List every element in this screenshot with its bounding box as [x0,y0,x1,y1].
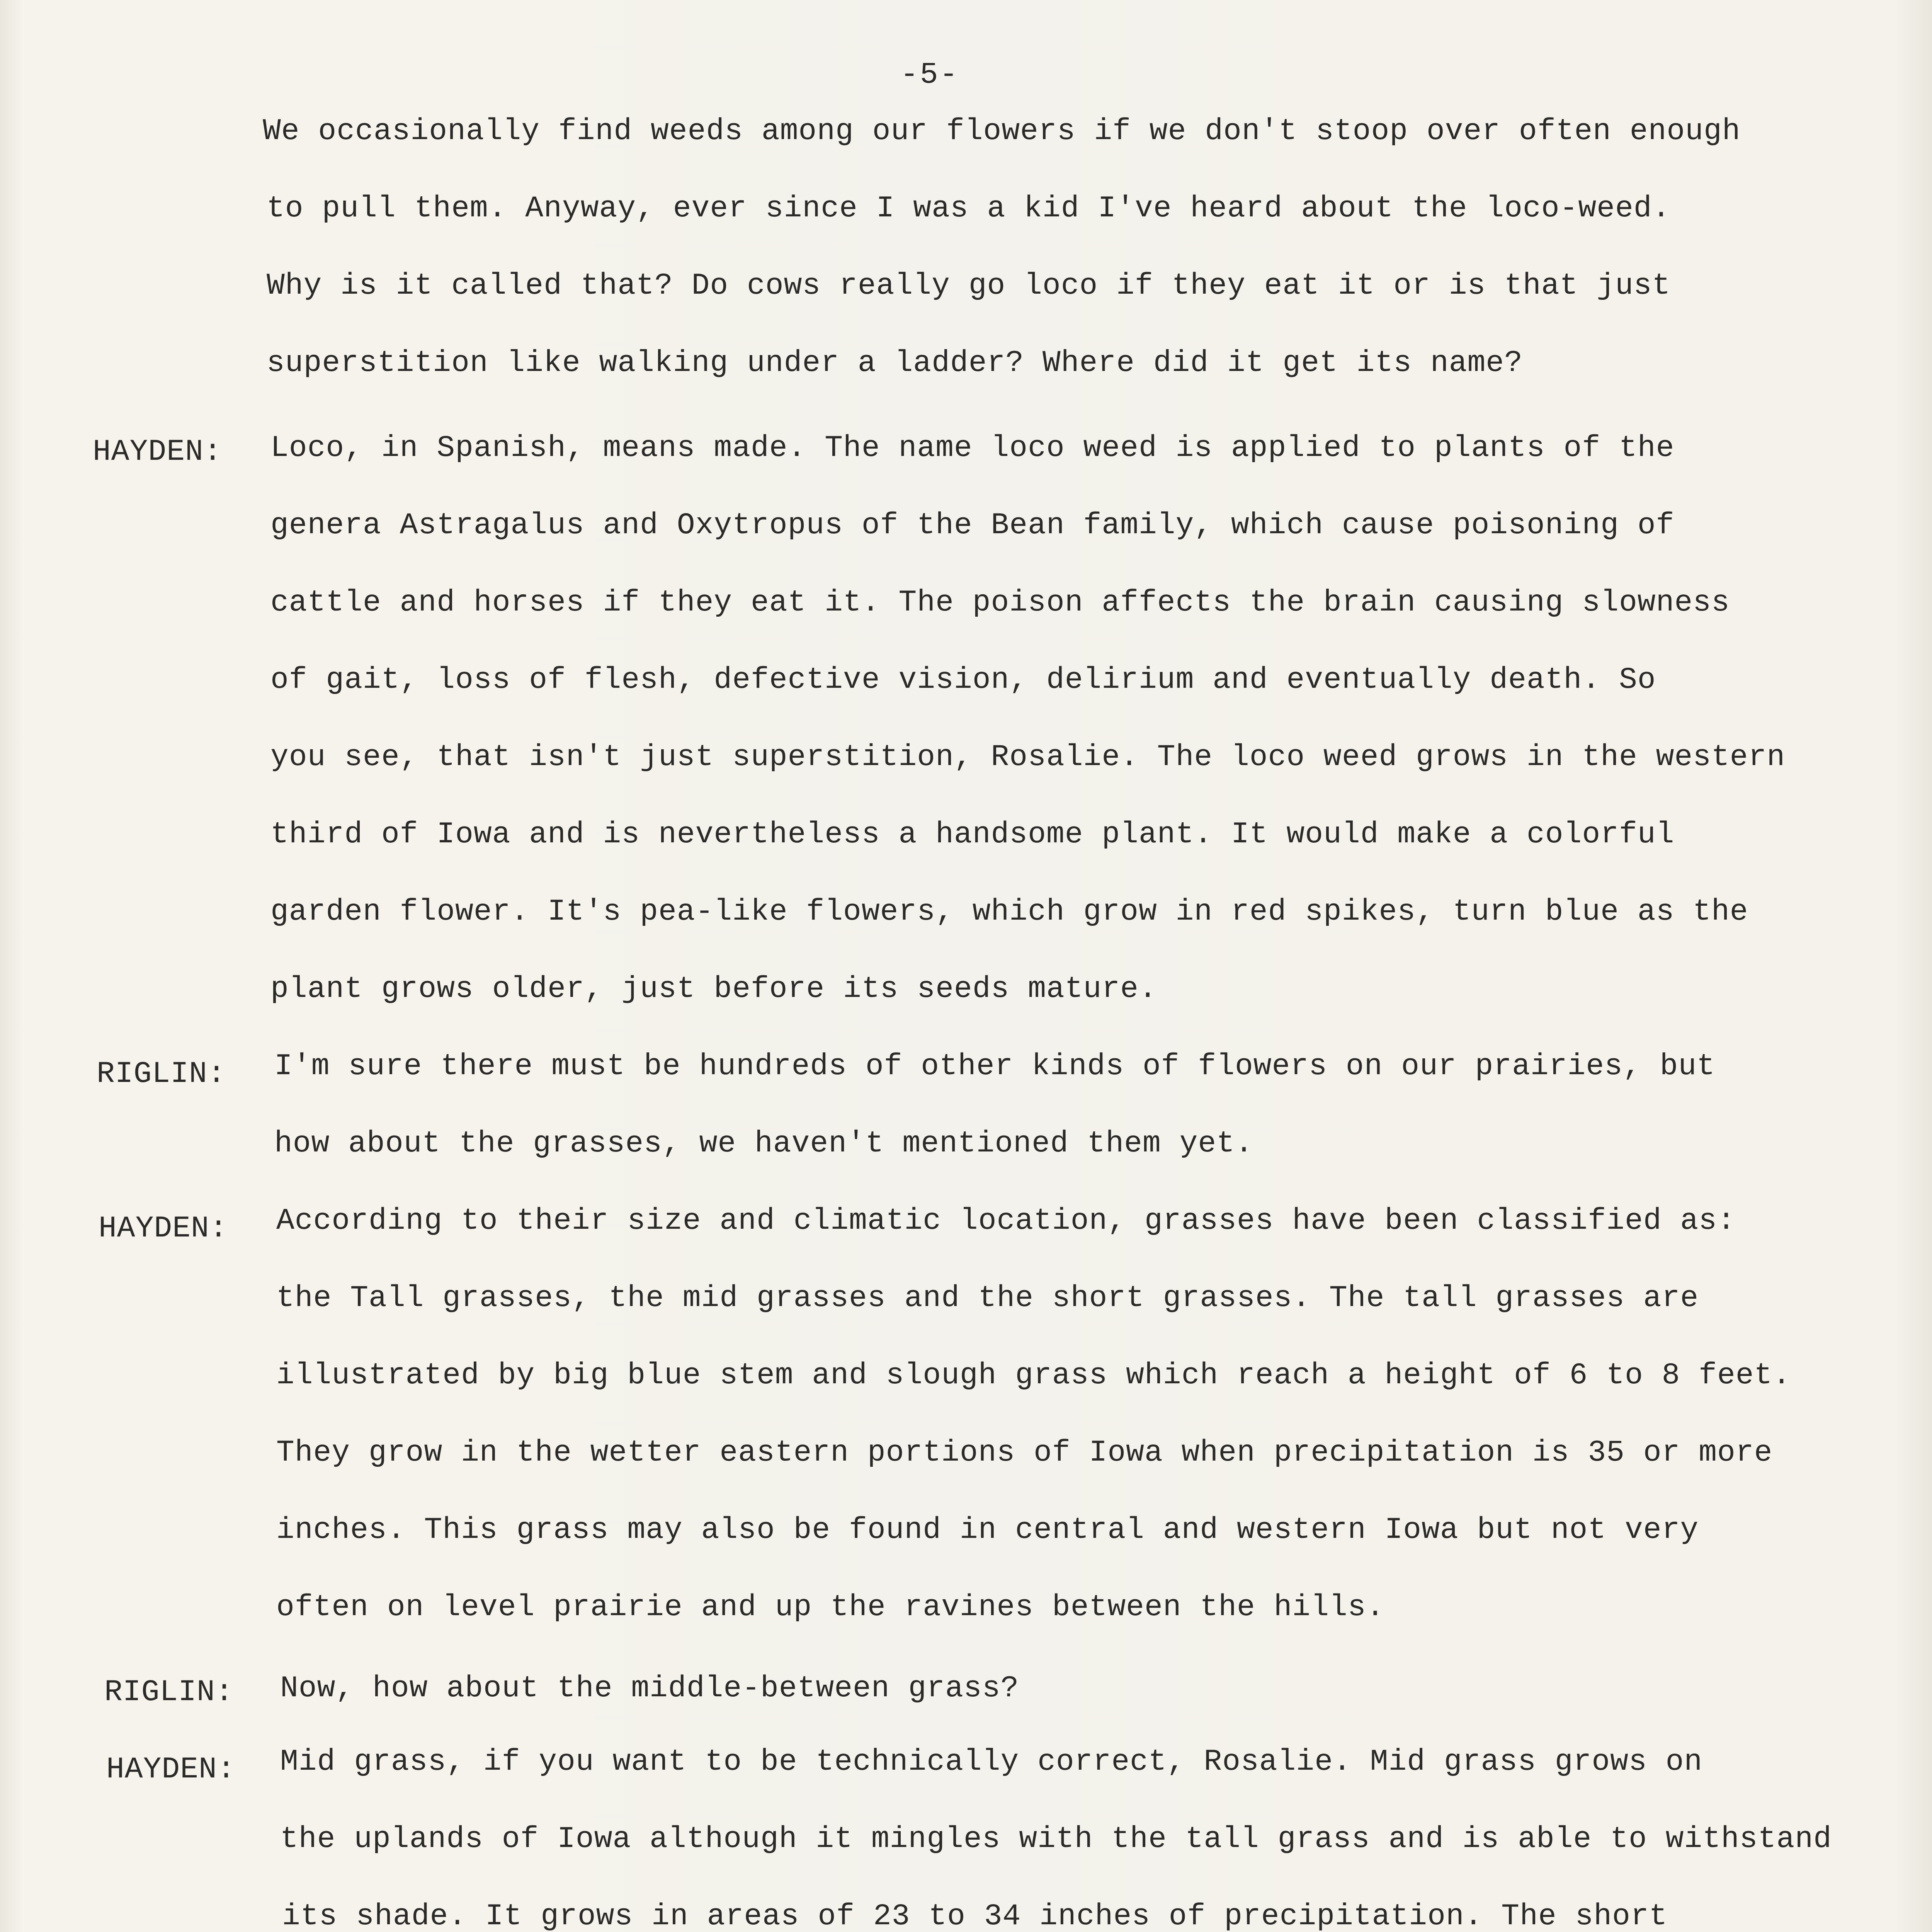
transcript-line: According to their size and climatic location, grasses have been classified as: [276,1204,1736,1238]
transcript-line: the uplands of Iowa although it mingles with the tall grass and is able to withstand [280,1822,1832,1856]
speaker-label: RIGLIN: [97,1057,226,1091]
transcript-line: We occasionally find weeds among our flowers if we don't stoop over often enough [263,114,1741,148]
transcript-line: cattle and horses if they eat it. The poison affects the brain causing slowness [270,586,1730,620]
speaker-label: HAYDEN: [106,1753,236,1787]
transcript-line: plant grows older, just before its seeds mature. [270,972,1157,1006]
transcript-line: They grow in the wetter eastern portions of Iowa when precipitation is 35 or more [276,1436,1773,1470]
transcript-line: the Tall grasses, the mid grasses and the short grasses. The tall grasses are [276,1281,1699,1315]
page-number: -5- [900,58,959,92]
transcript-line: garden flower. It's pea-like flowers, which grow in red spikes, turn blue as the [270,895,1748,929]
speaker-label: RIGLIN: [104,1675,234,1709]
speaker-label: HAYDEN: [99,1212,228,1246]
transcript-line: illustrated by big blue stem and slough grass which reach a height of 6 to 8 feet. [276,1359,1791,1393]
transcript-line: of gait, loss of flesh, defective vision, delirium and eventually death. So [270,663,1656,697]
transcript-line: genera Astragalus and Oxytropus of the Bean family, which cause poisoning of [270,509,1675,543]
transcript-line: third of Iowa and is nevertheless a handsome plant. It would make a colorful [270,818,1675,852]
transcript-line: Now, how about the middle-between grass? [280,1672,1019,1706]
transcript-line: to pull them. Anyway, ever since I was a kid I've heard about the loco-weed. [267,192,1671,226]
transcript-line: Loco, in Spanish, means made. The name loco weed is applied to plants of the [270,431,1675,465]
transcript-line: how about the grasses, we haven't mentioned them yet. [274,1127,1253,1161]
transcript-line: Mid grass, if you want to be technically correct, Rosalie. Mid grass grows on [280,1745,1703,1779]
transcript-line: I'm sure there must be hundreds of other kinds of flowers on our prairies, but [274,1049,1715,1083]
transcript-line: you see, that isn't just superstition, Rosalie. The loco weed grows in the western [270,740,1786,774]
transcript-line: its shade. It grows in areas of 23 to 34 inches of precipitation. The short [282,1900,1668,1932]
transcript-line: inches. This grass may also be found in central and western Iowa but not very [276,1513,1699,1547]
transcript-line: Why is it called that? Do cows really go loco if they eat it or is that just [267,269,1671,303]
transcript-line: superstition like walking under a ladder? Where did it get its name? [267,346,1523,380]
speaker-label: HAYDEN: [93,435,222,469]
transcript-line: often on level prairie and up the ravines between the hills. [276,1590,1385,1624]
